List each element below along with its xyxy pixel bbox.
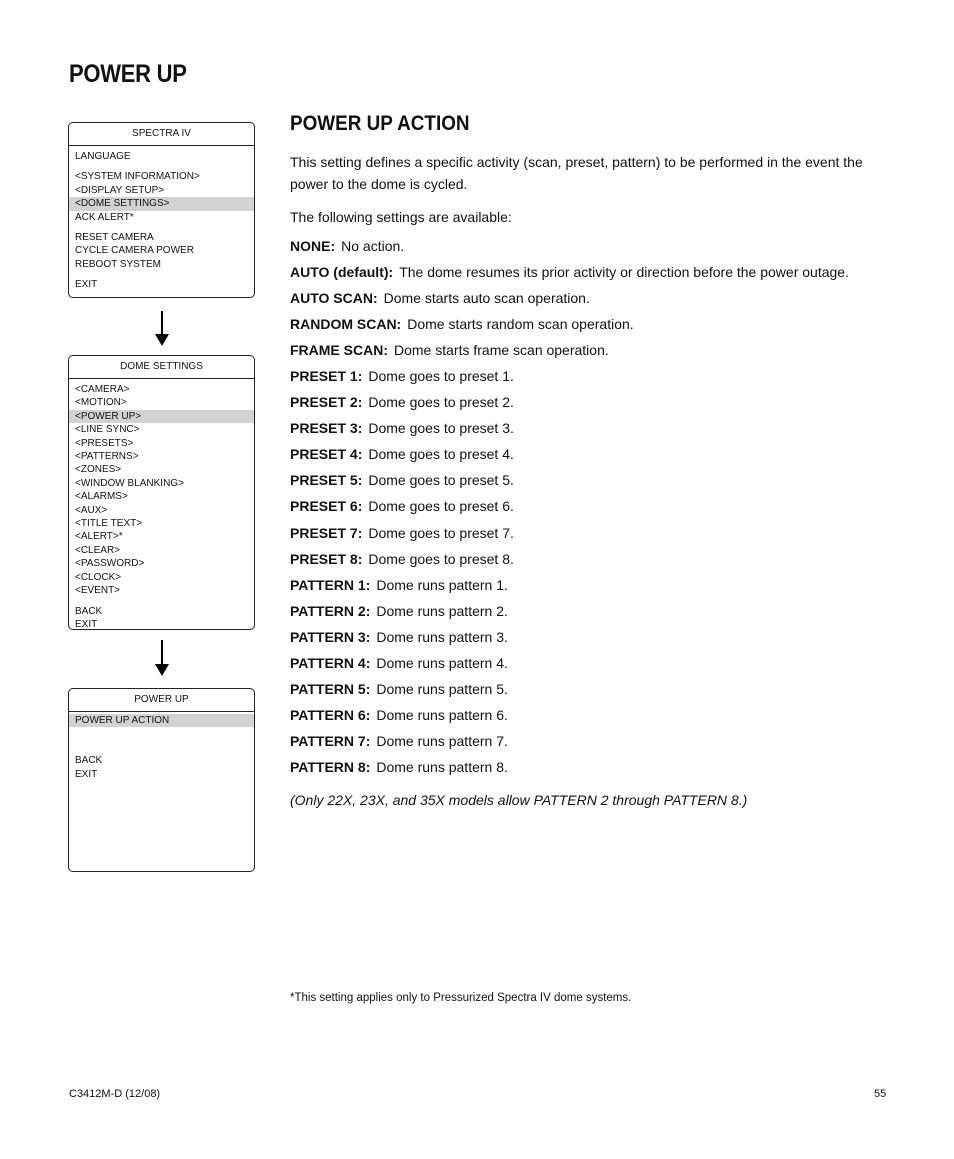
menu-item[interactable]: BACK bbox=[75, 605, 103, 617]
setting-row bbox=[290, 520, 890, 546]
setting-label: PRESET 7: bbox=[290, 524, 363, 541]
setting-label: PRESET 1: bbox=[290, 367, 363, 384]
osd-menu-dome-settings bbox=[68, 355, 255, 630]
down-arrow-icon bbox=[155, 311, 169, 346]
main-content bbox=[290, 112, 890, 808]
menu-item[interactable]: RESET CAMERA bbox=[75, 232, 154, 244]
setting-label: PATTERN 7: bbox=[290, 733, 371, 750]
setting-label: PATTERN 6: bbox=[290, 707, 371, 724]
menu-item[interactable]: <LINE SYNC> bbox=[75, 424, 140, 436]
menu-header: POWER UP bbox=[69, 689, 254, 712]
model-note: (Only 22X, 23X, and 35X models allow PATTERN 2 through PATTERN 8.) bbox=[290, 792, 748, 809]
setting-label: PATTERN 3: bbox=[290, 628, 371, 645]
setting-description: Dome runs pattern 3. bbox=[376, 628, 508, 645]
setting-description: Dome runs pattern 4. bbox=[376, 655, 508, 671]
setting-row bbox=[290, 598, 890, 624]
setting-label: PATTERN 2: bbox=[290, 602, 371, 619]
menu-items bbox=[69, 712, 254, 781]
menu-item[interactable]: <PATTERNS> bbox=[75, 451, 139, 463]
menu-item[interactable]: LANGUAGE bbox=[75, 151, 131, 162]
setting-description: Dome starts random scan operation. bbox=[407, 315, 634, 332]
menu-item[interactable]: REBOOT SYSTEM bbox=[75, 258, 161, 270]
down-arrow-icon bbox=[155, 640, 169, 676]
setting-row bbox=[290, 259, 890, 285]
settings-intro: The following settings are available: bbox=[290, 209, 512, 225]
setting-row bbox=[290, 233, 890, 259]
setting-row bbox=[290, 572, 890, 598]
menu-item[interactable] bbox=[69, 741, 254, 754]
description: This setting defines a specific activity (scan, preset, pattern) to be performed in the event the power to the dome is cycled. bbox=[290, 154, 863, 192]
menu-item[interactable]: <CLOCK> bbox=[75, 571, 122, 583]
setting-description: Dome runs pattern 7. bbox=[376, 733, 508, 750]
setting-row bbox=[290, 650, 890, 676]
menu-item[interactable]: BACK bbox=[75, 755, 103, 767]
setting-description: Dome runs pattern 8. bbox=[376, 759, 508, 776]
setting-description: Dome goes to preset 5. bbox=[368, 472, 514, 489]
setting-description: Dome starts frame scan operation. bbox=[394, 341, 609, 358]
menu-item[interactable]: <CAMERA> bbox=[75, 384, 130, 395]
setting-description: Dome goes to preset 8. bbox=[368, 550, 514, 567]
menu-items bbox=[69, 146, 254, 292]
setting-label: PRESET 8: bbox=[290, 550, 363, 567]
menu-item[interactable]: CYCLE CAMERA POWER bbox=[75, 245, 194, 257]
menu-item[interactable]: <DISPLAY SETUP> bbox=[75, 184, 165, 196]
setting-description: Dome goes to preset 4. bbox=[368, 446, 514, 463]
menu-item[interactable]: EXIT bbox=[75, 618, 98, 630]
setting-description: Dome goes to preset 1. bbox=[368, 367, 514, 384]
setting-row bbox=[290, 493, 890, 519]
setting-description: No action. bbox=[341, 237, 405, 254]
setting-row bbox=[290, 389, 890, 415]
setting-label: AUTO (default): bbox=[290, 263, 394, 280]
setting-label: PRESET 6: bbox=[290, 498, 363, 515]
setting-label: PRESET 3: bbox=[290, 420, 363, 437]
setting-label: PRESET 2: bbox=[290, 394, 363, 411]
document-number: C3412M-D (12/08) bbox=[69, 1088, 161, 1100]
setting-description: Dome starts auto scan operation. bbox=[383, 289, 590, 306]
setting-label: PATTERN 8: bbox=[290, 759, 371, 776]
setting-label: PRESET 4: bbox=[290, 446, 363, 463]
menu-item[interactable]: <CLEAR> bbox=[75, 544, 121, 556]
setting-row bbox=[290, 676, 890, 702]
setting-description: Dome runs pattern 6. bbox=[376, 707, 508, 724]
setting-label: FRAME SCAN: bbox=[290, 341, 388, 358]
setting-label: NONE: bbox=[290, 237, 336, 254]
setting-row bbox=[290, 337, 890, 363]
setting-row bbox=[290, 285, 890, 311]
setting-label: PATTERN 1: bbox=[290, 576, 371, 593]
setting-row bbox=[290, 702, 890, 728]
setting-description: The dome resumes its prior activity or direction before the power outage. bbox=[399, 263, 849, 280]
menu-item[interactable]: <TITLE TEXT> bbox=[75, 518, 143, 530]
setting-description: Dome goes to preset 3. bbox=[368, 420, 514, 437]
setting-row bbox=[290, 624, 890, 650]
menu-item[interactable]: EXIT bbox=[75, 279, 98, 291]
menu-item[interactable]: <ALERT>* bbox=[75, 531, 123, 543]
menu-item[interactable]: <AUX> bbox=[75, 504, 108, 516]
footnote: *This setting applies only to Pressurized Spectra IV dome systems. bbox=[290, 992, 632, 1004]
setting-row bbox=[290, 441, 890, 467]
setting-label: RANDOM SCAN: bbox=[290, 315, 402, 332]
menu-item[interactable] bbox=[69, 727, 254, 740]
menu-item[interactable]: <POWER UP> bbox=[69, 410, 254, 423]
menu-header: DOME SETTINGS bbox=[69, 356, 254, 379]
setting-description: Dome runs pattern 2. bbox=[376, 602, 508, 619]
setting-row bbox=[290, 754, 890, 780]
setting-row bbox=[290, 546, 890, 572]
setting-row bbox=[290, 415, 890, 441]
page-number: 55 bbox=[874, 1088, 887, 1100]
menu-header: SPECTRA IV bbox=[69, 123, 254, 146]
menu-item[interactable]: <DOME SETTINGS> bbox=[69, 197, 254, 210]
menu-item[interactable]: <ZONES> bbox=[75, 464, 122, 476]
settings-list bbox=[290, 233, 890, 781]
setting-label: PRESET 5: bbox=[290, 472, 363, 489]
osd-menu-power-up bbox=[68, 688, 255, 872]
menu-item[interactable]: <PRESETS> bbox=[75, 437, 134, 449]
osd-menu-spectra-iv bbox=[68, 122, 255, 298]
setting-description: Dome runs pattern 1. bbox=[376, 576, 508, 593]
setting-label: PATTERN 5: bbox=[290, 681, 371, 698]
menu-item[interactable]: EXIT bbox=[75, 768, 98, 780]
setting-label: AUTO SCAN: bbox=[290, 289, 378, 306]
section-title: POWER UP ACTION bbox=[290, 112, 470, 135]
page-title: POWER UP bbox=[69, 60, 187, 88]
menu-items bbox=[69, 379, 254, 630]
setting-description: Dome goes to preset 7. bbox=[368, 524, 514, 541]
setting-row bbox=[290, 311, 890, 337]
setting-row bbox=[290, 363, 890, 389]
setting-row bbox=[290, 467, 890, 493]
menu-item[interactable]: <SYSTEM INFORMATION> bbox=[75, 171, 200, 183]
menu-item[interactable]: <WINDOW BLANKING> bbox=[75, 477, 184, 489]
menu-item[interactable]: <PASSWORD> bbox=[75, 558, 145, 570]
setting-description: Dome goes to preset 6. bbox=[368, 498, 514, 515]
menu-item[interactable]: <EVENT> bbox=[75, 585, 121, 597]
setting-description: Dome goes to preset 2. bbox=[368, 394, 514, 411]
menu-item[interactable]: <MOTION> bbox=[75, 397, 127, 409]
menu-item[interactable]: <ALARMS> bbox=[75, 491, 128, 503]
menu-item[interactable]: ACK ALERT* bbox=[75, 211, 134, 223]
setting-label: PATTERN 4: bbox=[290, 655, 371, 671]
menu-item[interactable]: POWER UP ACTION bbox=[69, 714, 254, 727]
setting-description: Dome runs pattern 5. bbox=[376, 681, 508, 698]
setting-row bbox=[290, 728, 890, 754]
